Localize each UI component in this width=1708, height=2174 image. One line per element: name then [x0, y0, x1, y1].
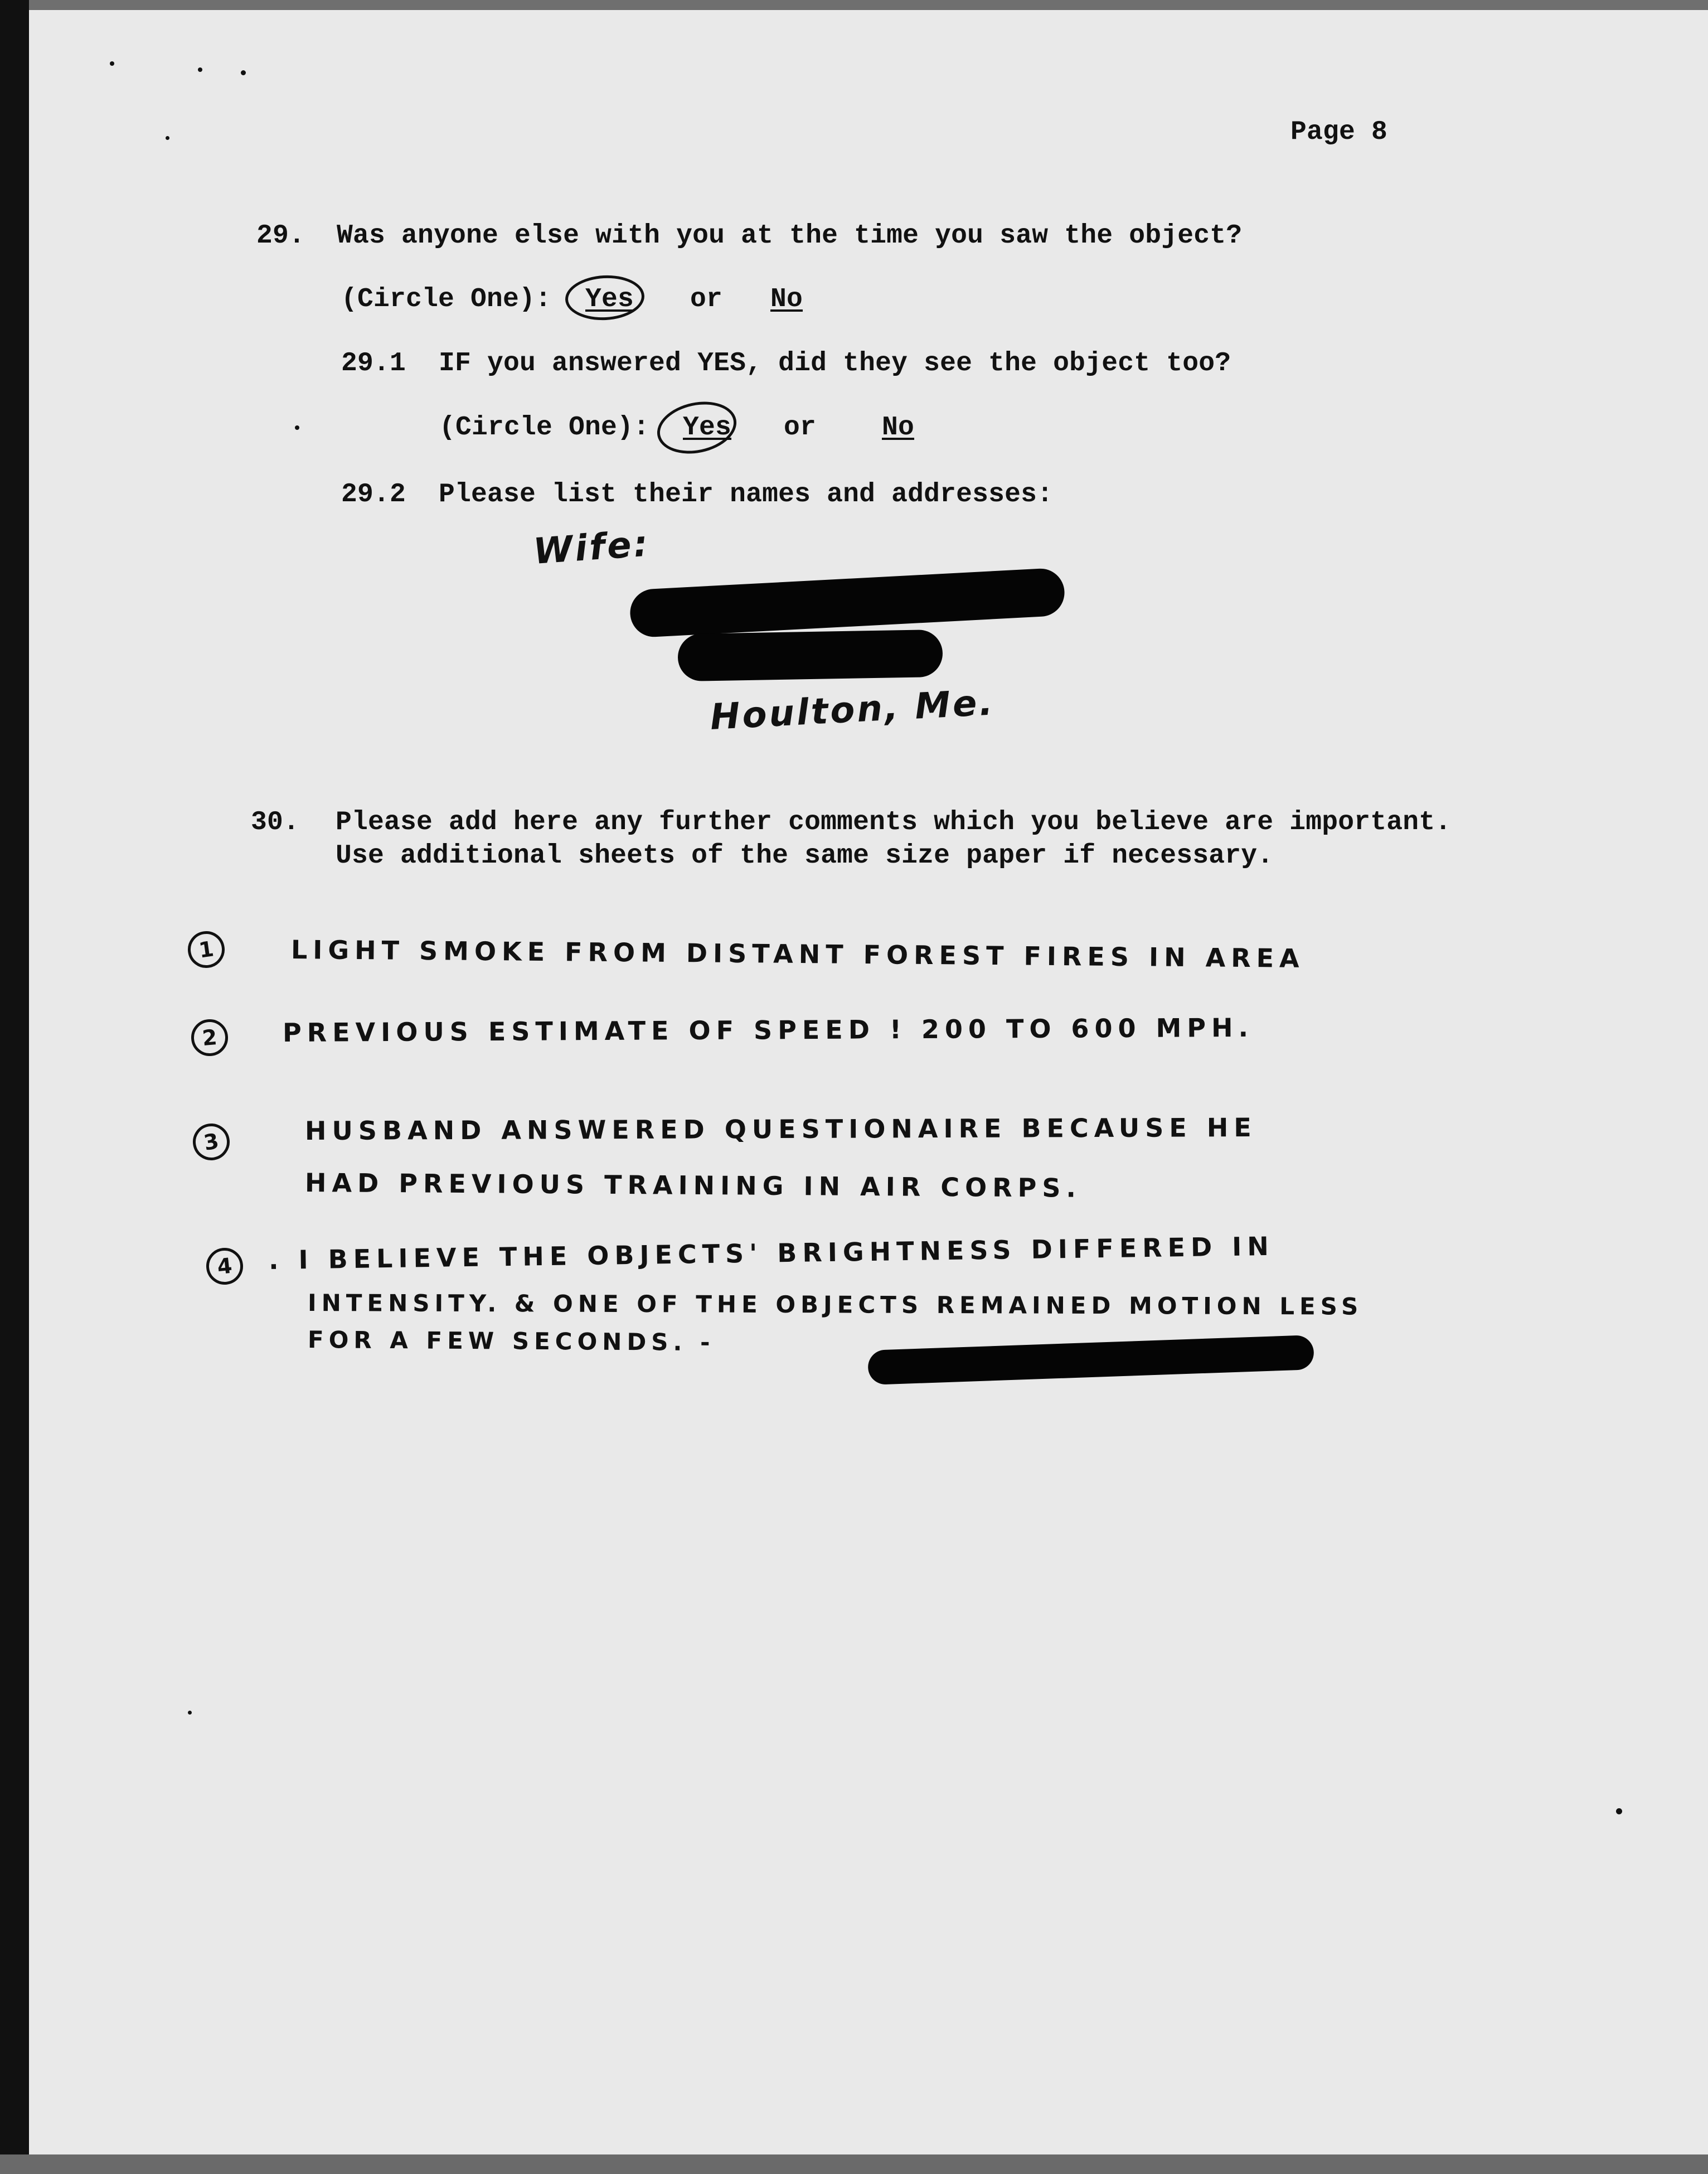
question-29-or: or: [690, 284, 723, 314]
handwritten-address-city: Houlton, Me.: [709, 682, 996, 738]
question-29-number: 29.: [256, 221, 305, 251]
scan-bottom-border: [0, 2154, 1708, 2174]
question-29-2-number: 29.2: [341, 480, 406, 510]
scan-speck: [166, 136, 169, 140]
question-29-1-circle-label: (Circle One):: [439, 413, 650, 443]
redacted-comment-signature: [867, 1335, 1314, 1385]
question-30-number: 30.: [251, 807, 300, 837]
comment-3-number-badge: 3: [190, 1121, 232, 1163]
handwritten-comment-1: LIGHT SMOKE FROM DISTANT FOREST FIRES IN AREA: [290, 935, 1305, 974]
question-29-1-or: or: [784, 413, 817, 443]
question-29-no-option[interactable]: No: [770, 284, 803, 314]
page-number: Page 8: [1290, 117, 1388, 147]
question-29-text: Was anyone else with you at the time you saw the object?: [337, 221, 1243, 251]
scan-speck: [241, 70, 246, 75]
question-29-1-yes-option[interactable]: Yes: [683, 413, 732, 443]
question-29-1-number: 29.1: [341, 348, 406, 379]
answer-circle-mark: [652, 395, 741, 461]
handwritten-comment-3-line-1: HUSBAND ANSWERED QUESTIONAIRE BECAUSE HE: [304, 1112, 1257, 1146]
comment-4-number-badge: 4: [205, 1246, 245, 1287]
question-29-yes-option[interactable]: Yes: [585, 284, 634, 314]
handwritten-comment-4-line-3: FOR A FEW SECONDS. -: [307, 1326, 715, 1357]
scan-speck: [295, 425, 299, 430]
scan-left-border: [0, 0, 29, 2174]
comment-2-number-badge: 2: [190, 1018, 230, 1058]
handwritten-comment-2: PREVIOUS ESTIMATE OF SPEED ! 200 TO 600 MPH.: [282, 1012, 1254, 1048]
document-page: [29, 10, 1708, 2154]
handwritten-comment-3-line-2: HAD PREVIOUS TRAINING IN AIR CORPS.: [304, 1168, 1082, 1203]
question-29-1-no-option[interactable]: No: [882, 413, 915, 443]
handwritten-wife-label: Wife:: [532, 523, 652, 573]
question-29-circle-label: (Circle One):: [341, 284, 552, 314]
redacted-address: [677, 630, 943, 681]
scan-speck: [188, 1711, 192, 1715]
handwritten-comment-4-line-1: . I BELIEVE THE OBJECTS' BRIGHTNESS DIFFERED IN: [268, 1231, 1275, 1275]
question-30-line-2: Use additional sheets of the same size paper if necessary.: [336, 841, 1274, 871]
question-29-2-text: Please list their names and addresses:: [439, 480, 1054, 510]
scan-speck: [110, 61, 114, 66]
question-30-line-1: Please add here any further comments which you believe are important.: [336, 807, 1452, 837]
handwritten-comment-4-line-2: INTENSITY. & ONE OF THE OBJECTS REMAINED MOTION LESS: [307, 1289, 1364, 1320]
question-29-1-text: IF you answered YES, did they see the object too?: [439, 348, 1231, 379]
comment-1-number-badge: 1: [186, 929, 227, 971]
scan-speck: [198, 67, 202, 72]
scan-speck: [1616, 1808, 1622, 1814]
redacted-name: [629, 568, 1065, 638]
